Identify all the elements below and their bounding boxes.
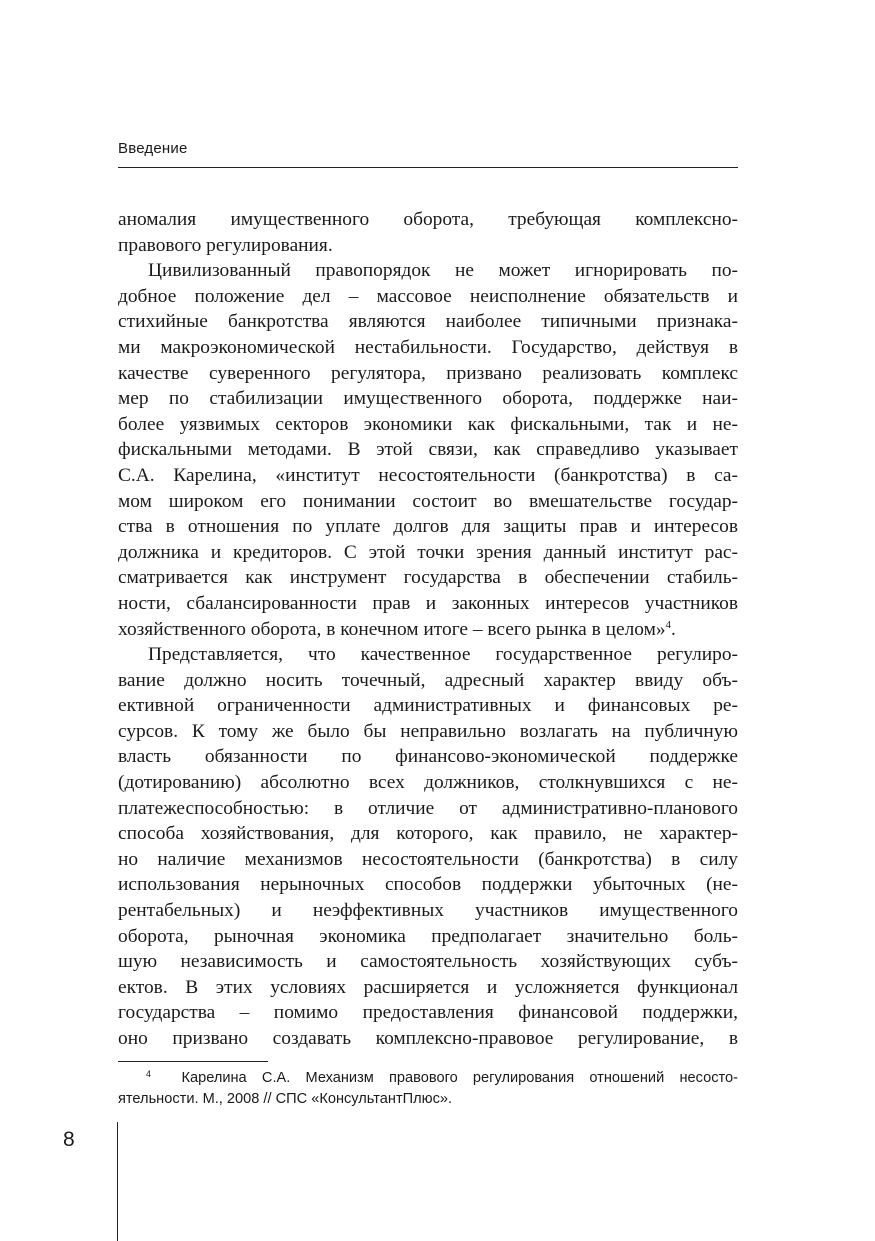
header-rule — [118, 167, 738, 168]
text-line: рентабельных) и неэффективных участников имущественного — [118, 900, 738, 922]
text-line: ектов. В этих условиях расширяется и усложняется функционал — [118, 976, 738, 998]
footnote-line — [118, 1068, 738, 1089]
text-line: стихийные банкротства являются наиболее типичными признака- — [118, 311, 738, 333]
text-line: (дотированию) абсолютно всех должников, столкнувшихся с не- — [118, 772, 738, 794]
footnote-text: Карелина С.А. Механизм правового регулирования отношений несосто- — [181, 1070, 739, 1086]
text-line: вание должно носить точечный, адресный характер ввиду объ- — [118, 669, 738, 691]
text-line: качестве суверенного регулятора, призвано реализовать комплекс — [118, 362, 738, 384]
text-line: сматривается как инструмент государства в обеспечении стабиль- — [118, 567, 738, 589]
footnote — [118, 1068, 738, 1110]
text-line: использования нерыночных способов поддержки убыточных (не- — [118, 874, 738, 896]
footnote-reference[interactable]: 4 — [665, 618, 672, 631]
text-line: аномалия имущественного оборота, требующая комплексно- — [118, 209, 738, 230]
text-line: мер по стабилизации имущественного оборота, поддержке наи- — [118, 388, 738, 410]
text-line: власть обязанности по финансово-экономической поддержке — [118, 746, 738, 768]
text-line: более уязвимых секторов экономики как фискальными, так и не- — [118, 413, 738, 435]
text-line: правового регулирования. — [118, 234, 333, 256]
text-line: оно призвано создавать комплексно-правовое регулирование, в — [118, 1028, 738, 1049]
text-line: Цивилизованный правопорядок не может игнорировать по- — [148, 260, 738, 282]
text-line: шую независимость и самостоятельность хозяйствующих субъ- — [118, 951, 738, 973]
page-number-rule — [117, 1122, 118, 1241]
page-number: 8 — [63, 1128, 75, 1151]
text-line: ности, сбалансированности прав и законных интересов участников — [118, 592, 738, 614]
text-line: хозяйственного оборота, в конечном итоге – всего рынка в целом» — [118, 618, 666, 640]
paragraph-2 — [118, 258, 738, 642]
text-line: ективной ограниченности административных и финансовых ре- — [118, 695, 738, 717]
paragraph-3 — [118, 642, 738, 1052]
text-line: ми макроэкономической нестабильности. Государство, действуя в — [118, 336, 738, 358]
body-text — [118, 207, 738, 1052]
text-line: ства в отношения по уплате долгов для защиты прав и интересов — [118, 516, 738, 538]
text-line: должника и кредиторов. С этой точки зрения данный институт рас- — [118, 541, 738, 563]
text-line: фискальными методами. В этой связи, как справедливо указывает — [118, 439, 738, 461]
text-line: способа хозяйствования, для которого, как правило, не характер- — [118, 823, 738, 845]
text-line: добное положение дел – массовое неисполнение обязательств и — [118, 285, 738, 307]
paragraph-1 — [118, 207, 738, 258]
text-line: Представляется, что качественное государственное регулиро- — [148, 644, 738, 666]
footnote-line: ятельности. М., 2008 // СПС «КонсультантПлюс». — [118, 1091, 453, 1107]
text-line: но наличие механизмов несостоятельности (банкротства) в силу — [118, 848, 738, 870]
footnote-number: 4 — [146, 1069, 152, 1079]
footnote-rule — [118, 1061, 268, 1062]
text-line: С.А. Карелина, «институт несостоятельности (банкротства) в са- — [118, 464, 738, 486]
text-line: сурсов. К тому же было бы неправильно возлагать на публичную — [118, 720, 738, 742]
running-header: Введение — [118, 140, 188, 157]
text-line: государства – помимо предоставления финансовой поддержки, — [118, 1002, 738, 1024]
text-line: оборота, рыночная экономика предполагает значительно боль- — [118, 925, 738, 947]
text-line: платежеспособностью: в отличие от административно-планового — [118, 797, 738, 819]
text-line-with-footnote — [118, 617, 738, 643]
line-end-punctuation: . — [671, 618, 676, 640]
text-line: мом широком его понимании состоит во вмешательстве государ- — [118, 490, 738, 512]
